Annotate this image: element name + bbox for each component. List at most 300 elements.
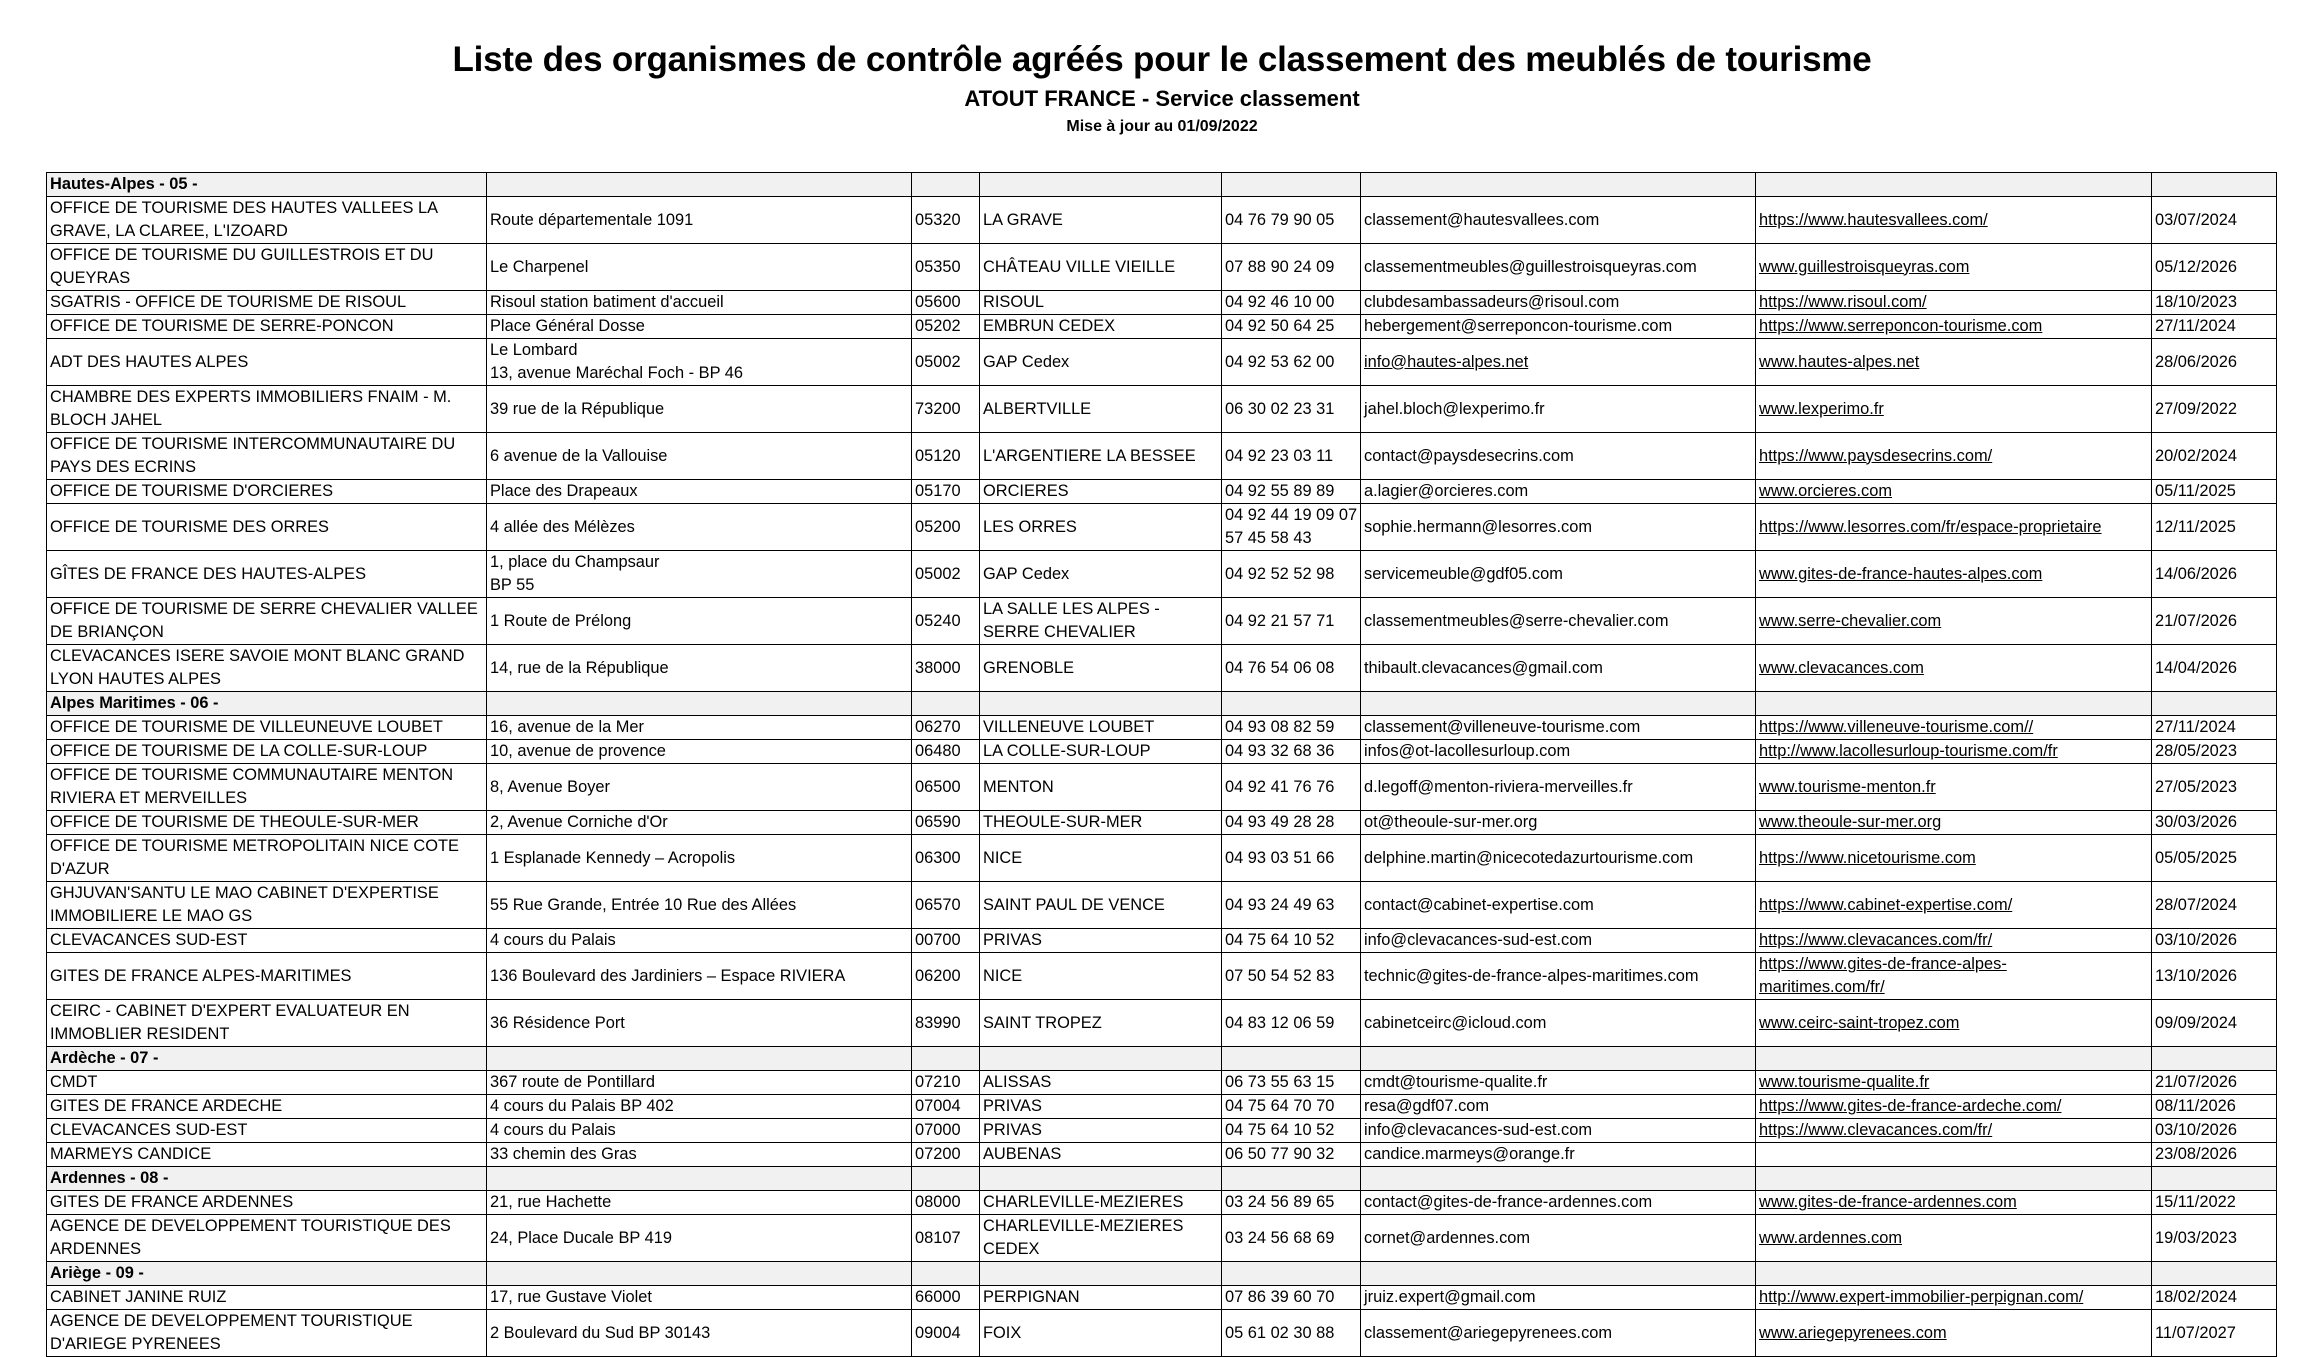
city — [980, 1143, 1222, 1167]
website[interactable] — [1756, 551, 2152, 598]
email-link[interactable]: info@clevacances-sud-est.com — [1364, 1121, 1592, 1139]
website-link[interactable]: https://www.gites-de-france-alpes- — [1759, 955, 2007, 973]
email-link[interactable]: infos@ot-lacollesurloup.com — [1364, 742, 1571, 760]
phone-text: 05 61 02 30 88 — [1225, 1323, 1335, 1342]
organism-name-text: CEIRC - CABINET D'EXPERT EVALUATEUR EN IMMOBLIER RESIDENT — [50, 1002, 410, 1043]
city — [980, 433, 1222, 480]
email-link[interactable]: technic@gites-de-france-alpes-maritimes.com — [1364, 966, 1699, 985]
email-link[interactable]: classement@hautesvallees.com — [1364, 210, 1600, 229]
address — [487, 1119, 912, 1143]
postal-code — [912, 764, 980, 811]
postal-code-text: 05002 — [915, 352, 961, 371]
email[interactable] — [1361, 929, 1756, 953]
email-link[interactable]: cmdt@tourisme-qualite.fr — [1364, 1073, 1548, 1091]
organism-name — [47, 645, 487, 692]
phone — [1222, 339, 1361, 386]
table-row — [47, 386, 2277, 433]
website-link[interactable]: www.hautes-alpes.net — [1759, 352, 1920, 371]
email-link[interactable]: classement@ariegepyrenees.com — [1364, 1323, 1613, 1342]
postal-code-text: 05320 — [915, 210, 961, 229]
city-text: GAP Cedex — [983, 564, 1070, 583]
website-link[interactable]: http://www.expert-immobilier-perpignan.com/ — [1759, 1288, 2084, 1306]
website-link[interactable]: www.clevacances.com — [1759, 658, 1924, 677]
phone — [1222, 1000, 1361, 1047]
postal-code — [912, 645, 980, 692]
phone-text: 04 83 12 06 59 — [1225, 1013, 1335, 1032]
website[interactable] — [1756, 339, 2152, 386]
city-text: LA GRAVE — [983, 210, 1063, 229]
organism-name — [47, 1286, 487, 1310]
address-line: 4 cours du Palais — [490, 931, 616, 949]
expiry-date-text: 27/11/2024 — [2155, 317, 2236, 335]
website-link[interactable]: maritimes.com/fr/ — [1759, 978, 1885, 996]
email-link[interactable]: delphine.martin@nicecotedazurtourisme.com — [1364, 848, 1694, 867]
organism-name — [47, 197, 487, 244]
email[interactable] — [1361, 1143, 1756, 1167]
email-link[interactable]: sophie.hermann@lesorres.com — [1364, 517, 1592, 536]
table-row — [47, 1310, 2277, 1357]
address — [487, 291, 912, 315]
expiry-date — [2152, 1143, 2277, 1167]
website[interactable] — [1756, 811, 2152, 835]
empty-cell — [912, 1262, 980, 1286]
website-link[interactable]: www.theoule-sur-mer.org — [1759, 813, 1942, 831]
website-link[interactable]: www.ceirc-saint-tropez.com — [1759, 1013, 1960, 1032]
address-line: 33 chemin des Gras — [490, 1145, 637, 1163]
address-line: 36 Résidence Port — [490, 1013, 625, 1032]
phone-text: 03 24 56 68 69 — [1225, 1228, 1335, 1247]
email[interactable] — [1361, 740, 1756, 764]
postal-code-text: 08107 — [915, 1228, 961, 1247]
website-link[interactable]: https://www.paysdesecrins.com/ — [1759, 446, 1993, 465]
organism-name — [47, 1071, 487, 1095]
expiry-date — [2152, 716, 2277, 740]
email-link[interactable]: info@hautes-alpes.net — [1364, 352, 1529, 371]
email-link[interactable]: cornet@ardennes.com — [1364, 1228, 1531, 1247]
phone — [1222, 835, 1361, 882]
phone-text: 04 92 53 62 00 — [1225, 352, 1335, 371]
expiry-date-text: 19/03/2023 — [2155, 1228, 2238, 1247]
email[interactable] — [1361, 953, 1756, 1000]
email-link[interactable]: ot@theoule-sur-mer.org — [1364, 813, 1538, 831]
table-row — [47, 339, 2277, 386]
expiry-date — [2152, 433, 2277, 480]
address-line: 1 Esplanade Kennedy – Acropolis — [490, 848, 736, 867]
website[interactable] — [1756, 740, 2152, 764]
organism-name-text: CLEVACANCES ISERE SAVOIE MONT BLANC GRAND LYON HAUTES ALPES — [50, 647, 465, 688]
phone-text: 07 88 90 24 09 — [1225, 257, 1335, 276]
organism-name — [47, 433, 487, 480]
postal-code — [912, 953, 980, 1000]
website-link[interactable]: www.tourisme-menton.fr — [1759, 777, 1936, 796]
city-text: LA SALLE LES ALPES - SERRE CHEVALIER — [983, 600, 1160, 641]
website-link[interactable]: www.ariegepyrenees.com — [1759, 1323, 1947, 1342]
email[interactable] — [1361, 1215, 1756, 1262]
phone-text: 04 75 64 10 52 — [1225, 1121, 1335, 1139]
email-link[interactable]: info@clevacances-sud-est.com — [1364, 931, 1592, 949]
website[interactable] — [1756, 291, 2152, 315]
address — [487, 1071, 912, 1095]
address — [487, 244, 912, 291]
expiry-date-text: 05/05/2025 — [2155, 848, 2238, 867]
email-link[interactable]: a.lagier@orcieres.com — [1364, 482, 1529, 500]
address-line: 2 Boulevard du Sud BP 30143 — [490, 1323, 711, 1342]
address-line: 24, Place Ducale BP 419 — [490, 1228, 672, 1247]
empty-cell — [487, 1167, 912, 1191]
postal-code-text: 06480 — [915, 742, 961, 760]
empty-cell — [2152, 1262, 2277, 1286]
website-link[interactable]: http://www.lacollesurloup-tourisme.com/fr — [1759, 742, 2058, 760]
city-text: MENTON — [983, 777, 1054, 796]
address-line: 10, avenue de provence — [490, 742, 666, 760]
expiry-date — [2152, 1000, 2277, 1047]
department-name: Alpes Maritimes - 06 - — [47, 692, 487, 716]
department-name: Ardèche - 07 - — [47, 1047, 487, 1071]
phone — [1222, 953, 1361, 1000]
email[interactable] — [1361, 598, 1756, 645]
address — [487, 197, 912, 244]
city — [980, 764, 1222, 811]
table-row — [47, 1191, 2277, 1215]
postal-code-text: 06270 — [915, 718, 961, 736]
empty-cell — [912, 173, 980, 197]
website[interactable] — [1756, 1286, 2152, 1310]
email-link[interactable]: contact@gites-de-france-ardennes.com — [1364, 1193, 1653, 1211]
email[interactable] — [1361, 315, 1756, 339]
email[interactable] — [1361, 291, 1756, 315]
website-link[interactable]: www.lexperimo.fr — [1759, 399, 1884, 418]
email[interactable] — [1361, 1095, 1756, 1119]
postal-code — [912, 882, 980, 929]
website-link[interactable]: https://www.lesorres.com/fr/espace-proprietaire — [1759, 517, 2102, 536]
website[interactable] — [1756, 598, 2152, 645]
address-line: 55 Rue Grande, Entrée 10 Rue des Allées — [490, 895, 797, 914]
email-link[interactable]: resa@gdf07.com — [1364, 1097, 1490, 1115]
postal-code — [912, 551, 980, 598]
city-text: NICE — [983, 966, 1023, 985]
empty-cell — [912, 1047, 980, 1071]
expiry-date — [2152, 1286, 2277, 1310]
expiry-date — [2152, 764, 2277, 811]
organism-name-text: OFFICE DE TOURISME DE SERRE CHEVALIER VALLEE DE BRIANÇON — [50, 600, 478, 641]
email-link[interactable]: servicemeuble@gdf05.com — [1364, 564, 1563, 583]
email-link[interactable]: classement@villeneuve-tourisme.com — [1364, 718, 1641, 736]
expiry-date — [2152, 953, 2277, 1000]
email-link[interactable]: hebergement@serreponcon-tourisme.com — [1364, 317, 1673, 335]
website[interactable] — [1756, 315, 2152, 339]
organism-name — [47, 1191, 487, 1215]
website-link[interactable]: www.gites-de-france-ardennes.com — [1759, 1193, 2017, 1211]
expiry-date-text: 09/09/2024 — [2155, 1013, 2238, 1032]
email-link[interactable]: contact@paysdesecrins.com — [1364, 446, 1574, 465]
address-line: 13, avenue Maréchal Foch - BP 46 — [490, 364, 743, 382]
website[interactable] — [1756, 953, 2152, 1000]
empty-cell — [487, 1262, 912, 1286]
organism-name-text: OFFICE DE TOURISME DE SERRE-PONCON — [50, 317, 394, 335]
email-link[interactable]: cabinetceirc@icloud.com — [1364, 1013, 1547, 1032]
website[interactable] — [1756, 929, 2152, 953]
empty-cell — [487, 692, 912, 716]
website[interactable] — [1756, 244, 2152, 291]
email[interactable] — [1361, 645, 1756, 692]
email-link[interactable]: candice.marmeys@orange.fr — [1364, 1145, 1575, 1163]
postal-code-text: 05170 — [915, 482, 961, 500]
email-link[interactable]: classementmeubles@serre-chevalier.com — [1364, 611, 1669, 630]
email[interactable] — [1361, 551, 1756, 598]
website[interactable] — [1756, 1095, 2152, 1119]
email-link[interactable]: jahel.bloch@lexperimo.fr — [1364, 399, 1545, 418]
organism-name — [47, 480, 487, 504]
website[interactable] — [1756, 197, 2152, 244]
postal-code-text: 08000 — [915, 1193, 961, 1211]
website[interactable] — [1756, 386, 2152, 433]
expiry-date-text: 18/10/2023 — [2155, 293, 2238, 311]
email[interactable] — [1361, 764, 1756, 811]
website[interactable] — [1756, 645, 2152, 692]
city — [980, 1000, 1222, 1047]
phone — [1222, 929, 1361, 953]
postal-code-text: 05002 — [915, 564, 961, 583]
phone — [1222, 504, 1361, 551]
expiry-date-text: 03/07/2024 — [2155, 210, 2238, 229]
department-name: Ardennes - 08 - — [47, 1167, 487, 1191]
organism-name — [47, 1310, 487, 1357]
phone — [1222, 1071, 1361, 1095]
postal-code-text: 83990 — [915, 1013, 961, 1032]
postal-code — [912, 480, 980, 504]
phone-text: 04 75 64 70 70 — [1225, 1097, 1335, 1115]
empty-cell — [1361, 1047, 1756, 1071]
email[interactable] — [1361, 835, 1756, 882]
email[interactable] — [1361, 386, 1756, 433]
email-link[interactable]: thibault.clevacances@gmail.com — [1364, 658, 1603, 677]
email[interactable] — [1361, 480, 1756, 504]
expiry-date-text: 18/02/2024 — [2155, 1288, 2238, 1306]
phone-text: 04 93 49 28 28 — [1225, 813, 1335, 831]
website-link[interactable]: https://www.serreponcon-tourisme.com — [1759, 317, 2043, 335]
table-row — [47, 811, 2277, 835]
email[interactable] — [1361, 882, 1756, 929]
postal-code — [912, 339, 980, 386]
website[interactable] — [1756, 835, 2152, 882]
postal-code — [912, 244, 980, 291]
website-link[interactable]: https://www.clevacances.com/fr/ — [1759, 1121, 1993, 1139]
postal-code — [912, 197, 980, 244]
email[interactable] — [1361, 1000, 1756, 1047]
organism-name — [47, 1215, 487, 1262]
email[interactable] — [1361, 1071, 1756, 1095]
address — [487, 811, 912, 835]
address-line: 136 Boulevard des Jardiniers – Espace RIVIERA — [490, 966, 846, 985]
expiry-date-text: 28/06/2026 — [2155, 352, 2238, 371]
expiry-date-text: 28/07/2024 — [2155, 895, 2238, 914]
organism-name-text: GITES DE FRANCE ARDECHE — [50, 1097, 283, 1115]
address — [487, 315, 912, 339]
organism-name — [47, 386, 487, 433]
expiry-date — [2152, 315, 2277, 339]
expiry-date — [2152, 197, 2277, 244]
expiry-date-text: 14/06/2026 — [2155, 564, 2238, 583]
table-row — [47, 882, 2277, 929]
postal-code — [912, 1000, 980, 1047]
expiry-date — [2152, 740, 2277, 764]
website-link[interactable]: https://www.risoul.com/ — [1759, 293, 1927, 311]
postal-code — [912, 433, 980, 480]
website[interactable] — [1756, 882, 2152, 929]
organism-name — [47, 1095, 487, 1119]
address — [487, 480, 912, 504]
website-link[interactable]: https://www.clevacances.com/fr/ — [1759, 931, 1993, 949]
organism-name-text: OFFICE DE TOURISME DES ORRES — [50, 517, 329, 536]
postal-code — [912, 1310, 980, 1357]
expiry-date — [2152, 598, 2277, 645]
postal-code-text: 07000 — [915, 1121, 961, 1139]
empty-cell — [912, 692, 980, 716]
document-title: Liste des organismes de contrôle agréés pour le classement des meublés de tourisme — [452, 40, 1872, 79]
empty-cell — [980, 1047, 1222, 1071]
city — [980, 480, 1222, 504]
expiry-date — [2152, 1191, 2277, 1215]
website[interactable] — [1756, 1310, 2152, 1357]
city — [980, 953, 1222, 1000]
email[interactable] — [1361, 1310, 1756, 1357]
organism-name-text: GITES DE FRANCE ARDENNES — [50, 1193, 294, 1211]
address — [487, 1095, 912, 1119]
city-text: CHARLEVILLE-MEZIERES CEDEX — [983, 1217, 1184, 1258]
phone-text: 06 50 77 90 32 — [1225, 1145, 1335, 1163]
empty-cell — [2152, 692, 2277, 716]
email[interactable] — [1361, 433, 1756, 480]
website-link[interactable]: https://www.hautesvallees.com/ — [1759, 210, 1988, 229]
website[interactable] — [1756, 433, 2152, 480]
expiry-date — [2152, 1119, 2277, 1143]
expiry-date-text: 23/08/2026 — [2155, 1145, 2238, 1163]
phone-text: 04 75 64 10 52 — [1225, 931, 1335, 949]
department-header-row — [47, 692, 2277, 716]
expiry-date-text: 11/07/2027 — [2155, 1323, 2236, 1342]
website-link[interactable]: www.orcieres.com — [1759, 482, 1892, 500]
postal-code — [912, 811, 980, 835]
address-line: 17, rue Gustave Violet — [490, 1288, 652, 1306]
website-link[interactable]: https://www.nicetourisme.com — [1759, 848, 1976, 867]
phone-text: 04 93 32 68 36 — [1225, 742, 1335, 760]
empty-cell — [1361, 1262, 1756, 1286]
phone-text: 04 93 24 49 63 — [1225, 895, 1335, 914]
table-row — [47, 244, 2277, 291]
address-line: Risoul station batiment d'accueil — [490, 293, 724, 311]
website[interactable] — [1756, 1215, 2152, 1262]
postal-code — [912, 835, 980, 882]
email[interactable] — [1361, 244, 1756, 291]
phone-text: 06 30 02 23 31 — [1225, 399, 1335, 418]
empty-cell — [912, 1167, 980, 1191]
city-text: LES ORRES — [983, 517, 1077, 536]
address — [487, 1310, 912, 1357]
expiry-date — [2152, 929, 2277, 953]
website-link[interactable]: https://www.gites-de-france-ardeche.com/ — [1759, 1097, 2062, 1115]
phone — [1222, 1119, 1361, 1143]
empty-cell — [1756, 1047, 2152, 1071]
expiry-date-text: 27/09/2022 — [2155, 399, 2238, 418]
email[interactable] — [1361, 716, 1756, 740]
website[interactable] — [1756, 764, 2152, 811]
website[interactable] — [1756, 1191, 2152, 1215]
empty-cell — [1222, 1047, 1361, 1071]
expiry-date-text: 21/07/2026 — [2155, 1073, 2238, 1091]
phone — [1222, 551, 1361, 598]
city — [980, 1071, 1222, 1095]
empty-cell — [487, 173, 912, 197]
website[interactable] — [1756, 1000, 2152, 1047]
website[interactable] — [1756, 504, 2152, 551]
email[interactable] — [1361, 811, 1756, 835]
phone — [1222, 1191, 1361, 1215]
email-link[interactable]: d.legoff@menton-riviera-merveilles.fr — [1364, 777, 1633, 796]
department-name: Hautes-Alpes - 05 - — [47, 173, 487, 197]
website-link[interactable]: www.guillestroisqueyras.com — [1759, 257, 1970, 276]
organism-name-text: GITES DE FRANCE ALPES-MARITIMES — [50, 966, 352, 985]
table-row — [47, 551, 2277, 598]
email[interactable] — [1361, 197, 1756, 244]
email[interactable] — [1361, 1286, 1756, 1310]
website[interactable] — [1756, 1119, 2152, 1143]
website[interactable] — [1756, 716, 2152, 740]
address — [487, 716, 912, 740]
city-text: GRENOBLE — [983, 658, 1075, 677]
city — [980, 882, 1222, 929]
website[interactable] — [1756, 480, 2152, 504]
email-link[interactable]: classementmeubles@guillestroisqueyras.com — [1364, 257, 1697, 276]
empty-cell — [980, 1167, 1222, 1191]
organism-name — [47, 716, 487, 740]
expiry-date — [2152, 386, 2277, 433]
email-link[interactable]: contact@cabinet-expertise.com — [1364, 895, 1594, 914]
expiry-date-text: 27/05/2023 — [2155, 777, 2238, 796]
postal-code-text: 06590 — [915, 813, 961, 831]
organism-name-text: SGATRIS - OFFICE DE TOURISME DE RISOUL — [50, 293, 407, 311]
expiry-date — [2152, 1095, 2277, 1119]
email[interactable] — [1361, 1119, 1756, 1143]
website-link[interactable]: www.gites-de-france-hautes-alpes.com — [1759, 564, 2043, 583]
table-row — [47, 291, 2277, 315]
email-link[interactable]: jruiz.expert@gmail.com — [1364, 1288, 1536, 1306]
table-row — [47, 1143, 2277, 1167]
email[interactable] — [1361, 1191, 1756, 1215]
table-row — [47, 740, 2277, 764]
organism-name — [47, 929, 487, 953]
empty-cell — [1756, 1262, 2152, 1286]
website[interactable] — [1756, 1071, 2152, 1095]
website-link[interactable]: https://www.villeneuve-tourisme.com// — [1759, 718, 2034, 736]
email-link[interactable]: clubdesambassadeurs@risoul.com — [1364, 293, 1620, 311]
website-link[interactable]: www.tourisme-qualite.fr — [1759, 1073, 1930, 1091]
website-link[interactable]: www.serre-chevalier.com — [1759, 611, 1942, 630]
website-link[interactable]: www.ardennes.com — [1759, 1228, 1903, 1247]
city — [980, 716, 1222, 740]
postal-code-text: 05120 — [915, 446, 961, 465]
email[interactable] — [1361, 339, 1756, 386]
expiry-date-text: 20/02/2024 — [2155, 446, 2238, 465]
expiry-date — [2152, 811, 2277, 835]
website-link[interactable]: https://www.cabinet-expertise.com/ — [1759, 895, 2013, 914]
empty-cell — [487, 1047, 912, 1071]
expiry-date — [2152, 339, 2277, 386]
table-row — [47, 315, 2277, 339]
table-row — [47, 197, 2277, 244]
email[interactable] — [1361, 504, 1756, 551]
postal-code — [912, 291, 980, 315]
organism-name — [47, 244, 487, 291]
